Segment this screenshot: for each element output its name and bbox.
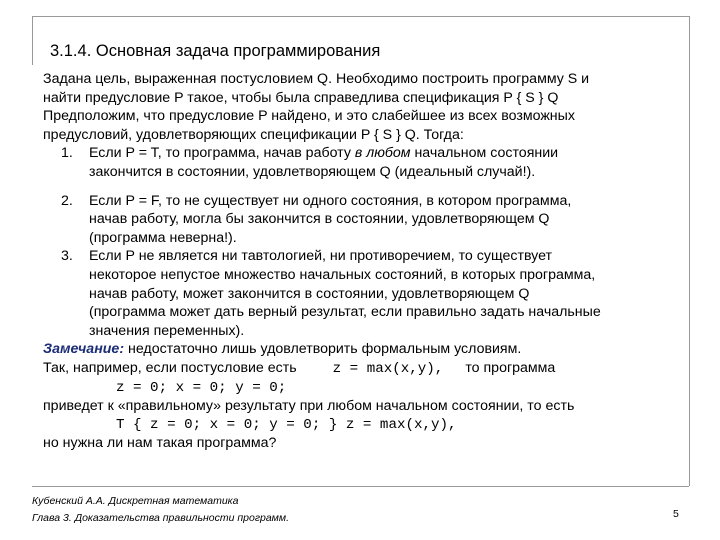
page-number: 5 xyxy=(673,508,679,520)
result-line: приведет к «правильному» результату при любом начальном состоянии, то есть xyxy=(43,398,575,415)
list-item-text: начав работу, может закончится в состоянии, удовлетворяющем Q xyxy=(89,285,530,302)
list-item-text: Если P не является ни тавтологией, ни противоречием, то существует xyxy=(89,248,553,265)
intro-line: Предположим, что предусловие P найдено, и это слабейшее из всех возможных xyxy=(43,108,575,125)
code-line: T { z = 0; x = 0; y = 0; } z = max(x,y), xyxy=(116,416,457,433)
intro-line: Задана цель, выраженная постусловием Q. Необходимо построить программу S и xyxy=(43,71,590,87)
list-item-1 xyxy=(43,144,683,181)
list-item-text: Если P = F, то не существует ни одного состояния, в котором программа, xyxy=(89,192,572,209)
footer xyxy=(32,493,289,527)
question-line: но нужна ли нам такая программа? xyxy=(43,435,277,452)
remark-label: Замечание: xyxy=(43,341,125,358)
text-span: то программа xyxy=(465,359,556,376)
list-item-text: значения переменных). xyxy=(89,322,245,339)
slide-title: 3.1.4. Основная задача программирования xyxy=(50,42,381,60)
list-item-3 xyxy=(43,247,683,340)
text-span: начальном состоянии xyxy=(410,145,559,162)
slide-frame-bottom xyxy=(32,486,689,487)
footer-chapter: Глава 3. Доказательства правильности программ. xyxy=(32,512,289,524)
footer-author: Кубенский А.А. Дискретная математика xyxy=(32,495,239,507)
remark-line xyxy=(43,340,683,359)
list-number: 1. xyxy=(61,145,73,162)
intro-line: предусловий, удовлетворяющих спецификации P { S } Q. Тогда: xyxy=(43,126,464,143)
slide-frame-right xyxy=(689,16,690,486)
list-item-text: (программа может дать верный результат, если правильно задать начальные xyxy=(89,304,601,321)
list-item-text: начав работу, могла бы закончится в состоянии, удовлетворяющем Q xyxy=(89,211,550,228)
text-span: Если P = T, то программа, начав работу xyxy=(89,145,355,162)
list-item-2 xyxy=(43,192,683,248)
list-item-text xyxy=(89,144,683,163)
remark-text: недостаточно лишь удовлетворить формальным условиям. xyxy=(124,341,522,358)
code-snippet: z = max(x,y), xyxy=(332,360,444,377)
code-line: z = 0; x = 0; y = 0; xyxy=(116,379,287,396)
intro-line: найти предусловие P такое, чтобы была справедлива спецификация P { S } Q xyxy=(43,89,559,106)
text-span: Так, например, если постусловие есть xyxy=(43,359,297,376)
list-item-text: закончится в состоянии, удовлетворяющем Q (идеальный случай!). xyxy=(89,163,536,180)
example-line xyxy=(43,359,683,379)
slide-body xyxy=(43,70,683,453)
list-item-text: (программа неверна!). xyxy=(89,229,237,246)
emphasis-text: в любом xyxy=(354,145,411,162)
list-item-text: некоторое непустое множество начальных состояний, в которых программа, xyxy=(89,266,596,283)
list-number: 2. xyxy=(61,192,73,209)
list-number: 3. xyxy=(61,248,73,265)
